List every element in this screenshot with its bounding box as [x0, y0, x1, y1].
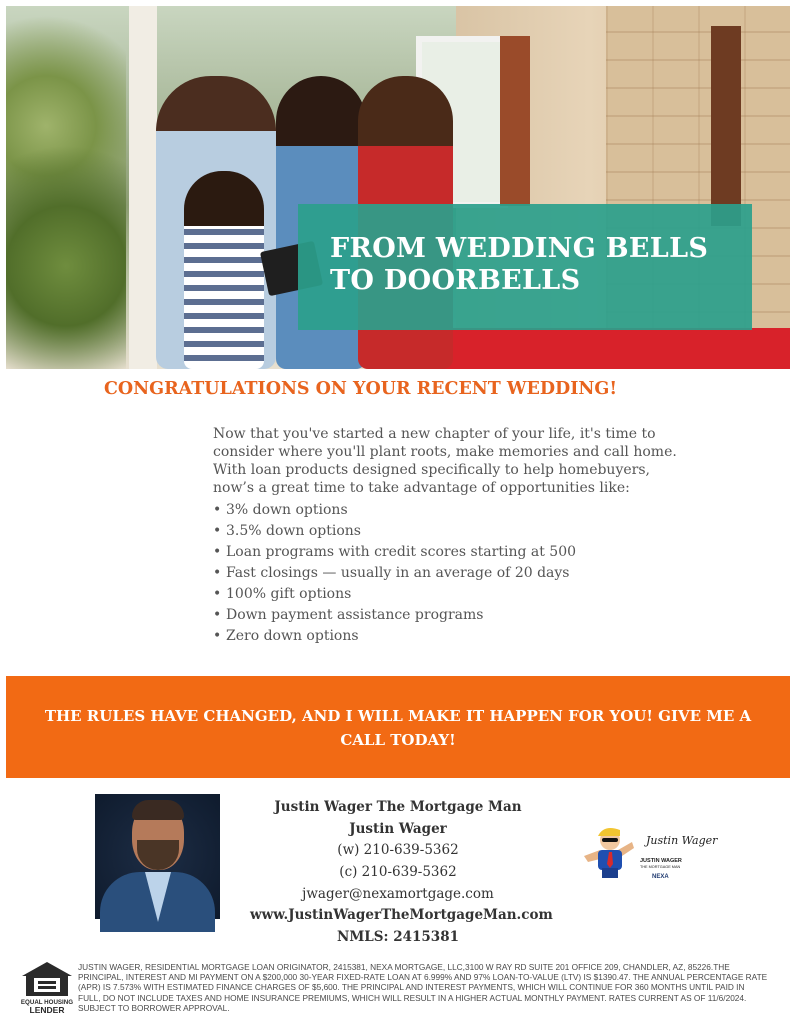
eho-line-1: EQUAL HOUSING — [20, 999, 74, 1006]
list-item: • Zero down options — [213, 626, 576, 647]
headline-line-1: FROM WEDDING BELLS — [330, 233, 709, 264]
logo-brand-line-1: JUSTIN WAGER — [640, 858, 682, 864]
logo-signature: Justin Wager — [646, 834, 718, 847]
logo-brand-line-2: THE MORTGAGE MAN — [640, 865, 681, 869]
hero-shutter — [500, 36, 530, 206]
contact-cell-phone[interactable]: (c) 210-639-5362 — [339, 864, 457, 881]
headline-line-2: TO DOORBELLS — [330, 265, 581, 296]
logo-brand-line-3: NEXA — [652, 874, 669, 880]
hero-tree — [6, 6, 126, 369]
congrats-heading: CONGRATULATIONS ON YOUR RECENT WEDDING! — [104, 379, 618, 399]
list-item: • 100% gift options — [213, 584, 576, 605]
equal-housing-lender-icon — [20, 960, 74, 1014]
list-item: • Fast closings — usually in an average of 20 days — [213, 563, 576, 584]
headshot-hair — [132, 800, 184, 820]
contact-block — [250, 797, 553, 949]
contact-name: Justin Wager — [349, 820, 447, 837]
legal-disclaimer: JUSTIN WAGER, RESIDENTIAL MORTGAGE LOAN ORIGINATOR, 2415381, NEXA MORTGAGE, LLC,3100 W RAY RD SUITE 201 OFFICE 209, CHANDLER, AZ, 85226.THE PRINCIPAL, INTEREST AND MI PAYMENT ON A $200,000 30-YEAR FIXED-RATE LOAN AT 6.999% AND 97% LOAN-TO-VALUE (LTV) IS $1390.47. THE ANNUAL PERCENTAGE RATE (APR) IS 7.573% WITH ESTIMATED FINANCE CHARGES OF $5,600. THE PRINCIPAL AND INTEREST PAYMENTS, WHICH WILL CONTINUE FOR 360 MONTHS UNTIL PAID IN FULL, DO NOT INCLUDE TAXES AND HOME INSURANCE PREMIUMS, WHICH WILL RESULT IN A HIGHER ACTUAL MONTHLY PAYMENT. RATES CURRENT AS OF 11/6/2024. SUBJECT TO BORROWER APPROVAL. — [78, 962, 768, 1013]
intro-paragraph: Now that you've started a new chapter of your life, it's time to consider where you'll plant roots, make memories and call home. With loan products designed specifically to help homebuyers, now’s a great time to take advantage of opportunities like: — [213, 426, 677, 496]
list-item: • 3.5% down options — [213, 521, 576, 542]
agent-headshot — [95, 794, 220, 919]
hero-person-girl — [184, 171, 264, 369]
contact-company: Justin Wager The Mortgage Man — [274, 799, 522, 815]
benefits-list — [213, 500, 576, 647]
contact-nmls: NMLS: 2415381 — [337, 929, 459, 946]
contact-email[interactable]: jwager@nexamortgage.com — [302, 885, 494, 902]
list-item: • 3% down options — [213, 500, 576, 521]
hero-headline — [330, 233, 740, 297]
cta-text: THE RULES HAVE CHANGED, AND I WILL MAKE IT HAPPEN FOR YOU! GIVE ME A CALL TODAY! — [44, 707, 752, 749]
contact-work-phone[interactable]: (w) 210-639-5362 — [337, 842, 459, 859]
eho-line-2: LENDER — [29, 1005, 65, 1015]
mortgage-man-logo — [574, 822, 718, 884]
mascot-icon — [584, 828, 634, 878]
contact-website[interactable]: www.JustinWagerTheMortgageMan.com — [250, 907, 553, 924]
hero-door — [711, 26, 741, 226]
list-item: • Down payment assistance programs — [213, 605, 576, 626]
list-item: • Loan programs with credit scores starting at 500 — [213, 542, 576, 563]
hero-porch-column — [129, 6, 157, 369]
